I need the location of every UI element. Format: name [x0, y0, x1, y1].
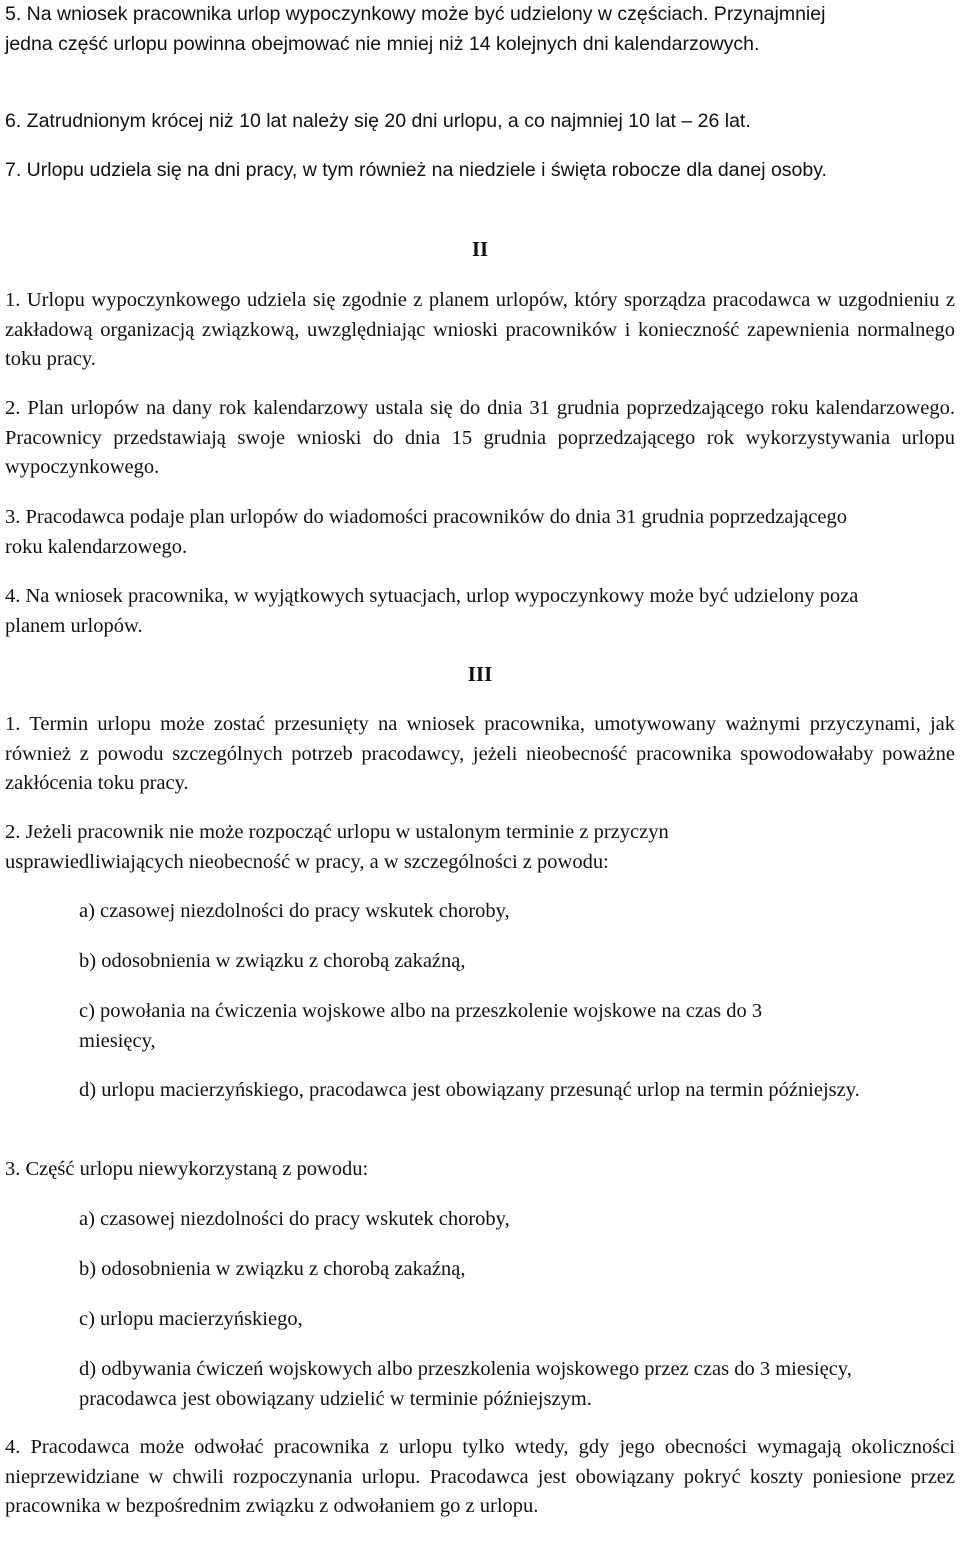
list-item: a) czasowej niezdolności do pracy wskutek choroby,: [79, 1208, 510, 1230]
section-heading-iii: III: [467, 662, 493, 686]
list-item: c) powołania na ćwiczenia wojskowe albo na przeszkolenie wojskowe na czas do 3 miesięcy,: [79, 1000, 763, 1052]
paragraph-i-7: 7. Urlopu udziela się na dni pracy, w tym również na niedziele i święta robocze dla danej osoby.: [5, 159, 827, 181]
section-heading-ii: II: [471, 237, 489, 261]
paragraph-ii-4: 4. Na wniosek pracownika, w wyjątkowych sytuacjach, urlop wypoczynkowy może być udzielony poza planem urlopów.: [5, 585, 859, 637]
paragraph-iii-4: 4. Pracodawca może odwołać pracownika z urlopu tylko wtedy, gdy jego obecności wymagają okoliczności nieprzewidziane w chwili rozpoczynania urlopu. Pracodawca jest obowiązany pokryć koszty poniesione przez pracownika w bezpośrednim związku z odwołaniem go z urlopu.: [5, 1436, 955, 1517]
list-item: d) urlopu macierzyńskiego, pracodawca jest obowiązany przesunąć urlop na termin późniejszy.: [79, 1079, 860, 1101]
list-item: d) odbywania ćwiczeń wojskowych albo przeszkolenia wojskowego przez czas do 3 miesięcy, pracodawca jest obowiązany udzielić w terminie późniejszym.: [79, 1358, 852, 1410]
paragraph-iii-2: 2. Jeżeli pracownik nie może rozpocząć urlopu w ustalonym terminie z przyczyn usprawiedliwiających nieobecność w pracy, a w szczególności z powodu:: [5, 821, 669, 873]
paragraph-ii-2: 2. Plan urlopów na dany rok kalendarzowy ustala się do dnia 31 grudnia poprzedzającego roku kalendarzowego. Pracownicy przedstawiają swoje wnioski do dnia 15 grudnia poprzedzającego rok wykorzystywania urlopu wypoczynkowego.: [5, 397, 955, 478]
paragraph-i-6: 6. Zatrudnionym krócej niż 10 lat należy się 20 dni urlopu, a co najmniej 10 lat – 26 lat.: [5, 110, 751, 132]
paragraph-iii-1: 1. Termin urlopu może zostać przesunięty na wniosek pracownika, umotywowany ważnymi przyczynami, jak również z powodu szczególnych potrzeb pracodawcy, jeżeli nieobecność pracownika spowodowałaby poważne zakłócenia toku pracy.: [5, 713, 955, 794]
paragraph-ii-3: 3. Pracodawca podaje plan urlopów do wiadomości pracowników do dnia 31 grudnia poprzedzającego roku kalendarzowego.: [5, 506, 847, 558]
list-item: b) odosobnienia w związku z chorobą zakaźną,: [79, 950, 466, 972]
list-item: c) urlopu macierzyńskiego,: [79, 1308, 303, 1330]
list-item: b) odosobnienia w związku z chorobą zakaźną,: [79, 1258, 466, 1280]
list-item: a) czasowej niezdolności do pracy wskutek choroby,: [79, 900, 510, 922]
paragraph-iii-3: 3. Część urlopu niewykorzystaną z powodu:: [5, 1158, 369, 1180]
paragraph-ii-1: 1. Urlopu wypoczynkowego udziela się zgodnie z planem urlopów, który sporządza pracodawca w uzgodnieniu z zakładową organizacją związkową, uwzględniając wnioski pracowników i konieczność zapewnienia normalnego toku pracy.: [5, 289, 955, 370]
paragraph-i-5: 5. Na wniosek pracownika urlop wypoczynkowy może być udzielony w częściach. Przynajmniej jedna część urlopu powinna obejmować nie mniej niż 14 kolejnych dni kalendarzowych.: [5, 3, 826, 55]
